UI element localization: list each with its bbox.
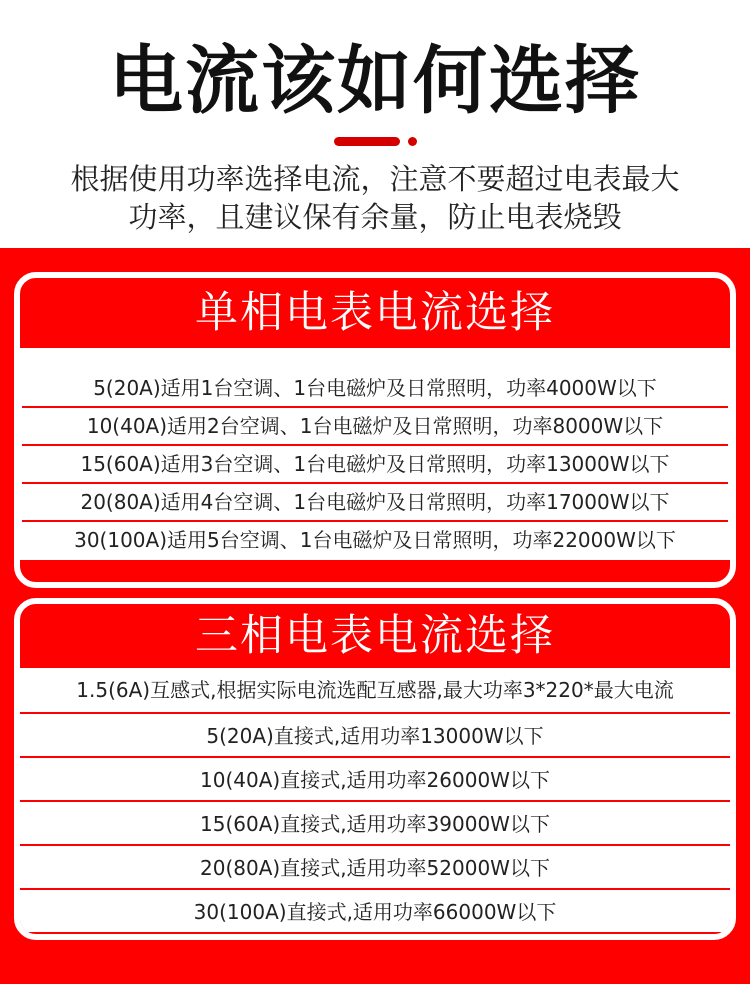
table-row: 30(100A)适用5台空调、1台电磁炉及日常照明，功率22000W以下: [22, 520, 728, 558]
table-row: 15(60A)适用3台空调、1台电磁炉及日常照明，功率13000W以下: [22, 444, 728, 482]
page-title: 电流该如何选择: [109, 38, 641, 124]
subtitle-line: 根据使用功率选择电流，注意不要超过电表最大: [70, 162, 680, 196]
table-row: 5(20A)直接式,适用功率13000W以下: [20, 712, 730, 756]
table-row: 30(100A)直接式,适用功率66000W以下: [20, 888, 730, 932]
single-phase-table: [20, 348, 730, 560]
table-row: 1.5(6A)互感式,根据实际电流选配互感器,最大功率3*220*最大电流: [20, 668, 730, 712]
table-row: 20(80A)直接式,适用功率52000W以下: [20, 844, 730, 888]
three-phase-heading: 三相电表电流选择: [195, 611, 555, 661]
three-phase-table: [20, 668, 730, 932]
single-phase-card: [14, 272, 736, 588]
subtitle: [0, 160, 750, 236]
table-row: 20(80A)适用4台空调、1台电磁炉及日常照明，功率17000W以下: [22, 482, 728, 520]
table-row: 10(40A)直接式,适用功率26000W以下: [20, 756, 730, 800]
table-row: 15(60A)直接式,适用功率39000W以下: [20, 800, 730, 844]
three-phase-card: [14, 598, 736, 940]
table-row: 10(40A)适用2台空调、1台电磁炉及日常照明，功率8000W以下: [22, 406, 728, 444]
single-phase-heading: 单相电表电流选择: [195, 288, 555, 338]
decorative-dot: [408, 137, 417, 146]
table-row: 5(20A)适用1台空调、1台电磁炉及日常照明，功率4000W以下: [22, 370, 728, 406]
decorative-bar: [334, 137, 400, 146]
subtitle-line: 功率，且建议保有余量，防止电表烧毁: [128, 200, 622, 234]
